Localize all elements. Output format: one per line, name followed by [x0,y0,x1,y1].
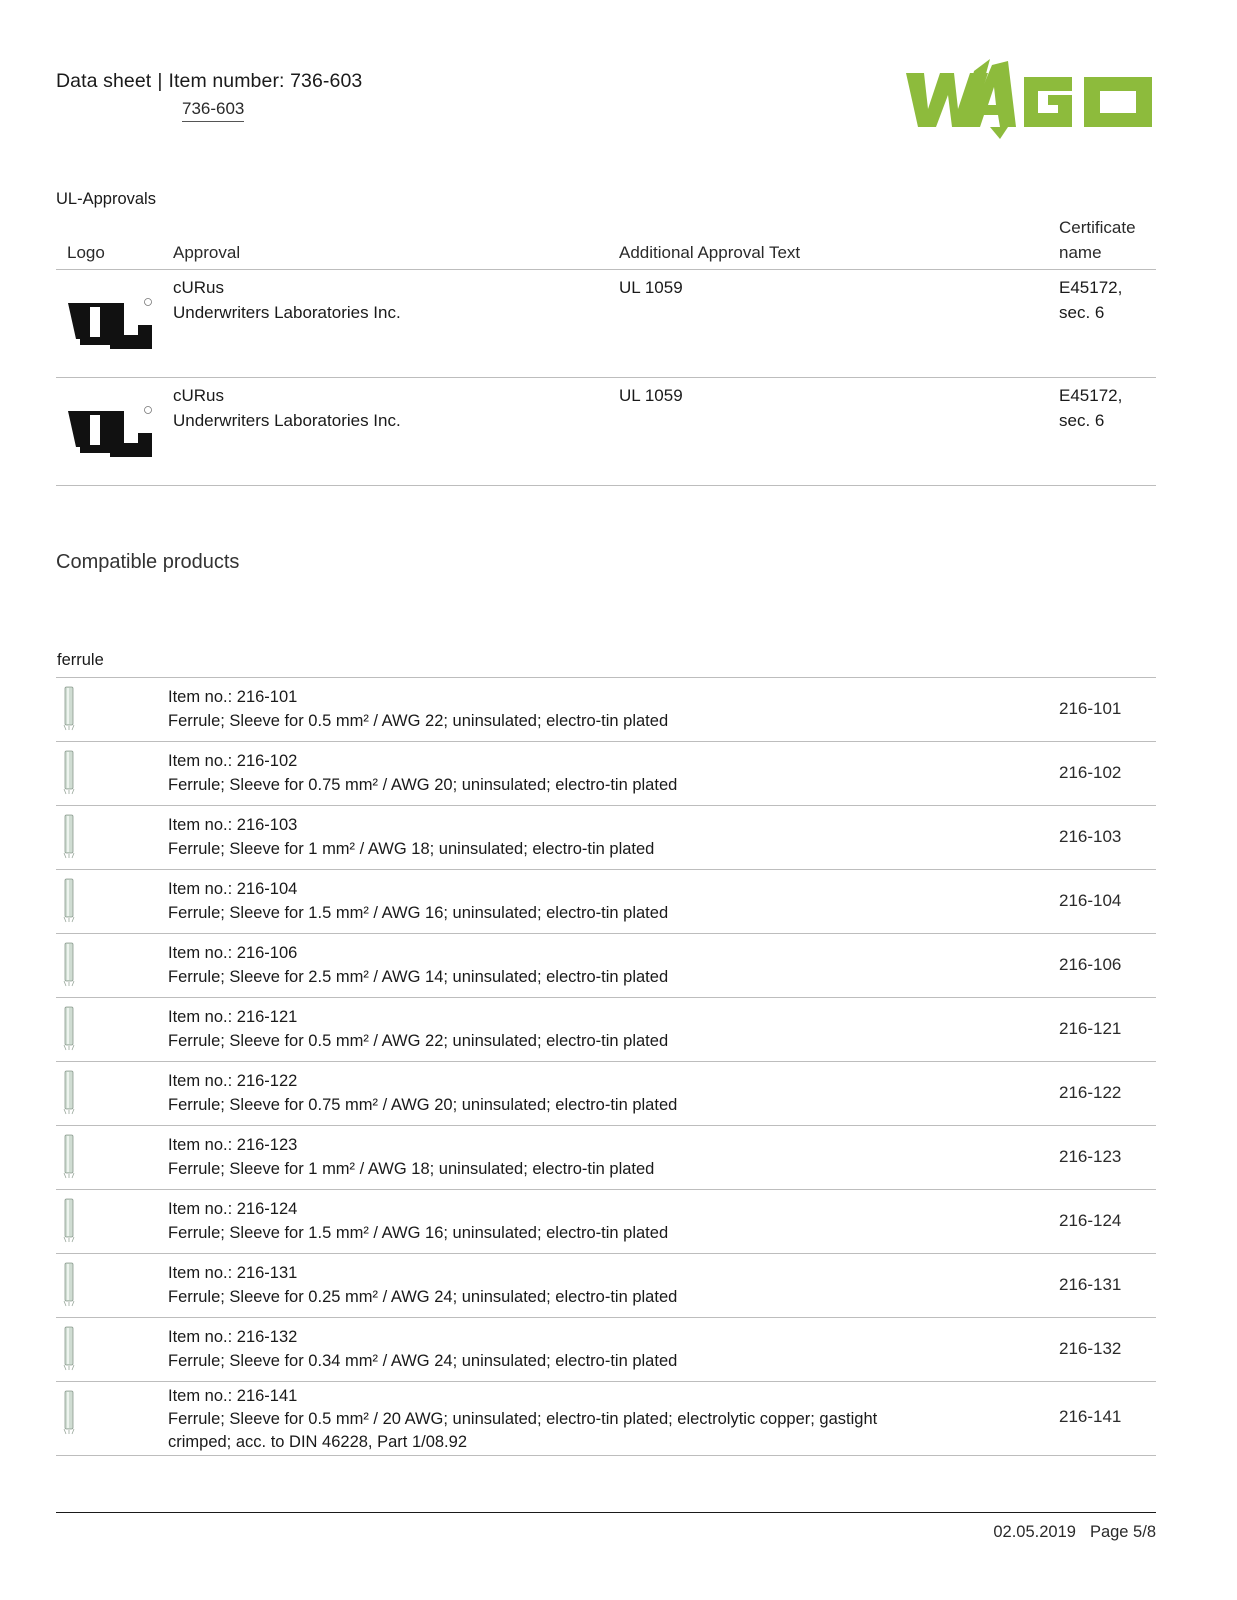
list-item[interactable] [56,678,1156,742]
list-item[interactable] [56,1062,1156,1126]
certificate-line-1: E45172, [1059,278,1123,297]
table-header [56,216,1156,270]
item-description: Ferrule; Sleeve for 0.5 mm² / AWG 22; uninsulated; electro-tin plated [168,711,669,730]
column-header-certificate-name: name [1059,243,1102,262]
list-item[interactable] [56,1318,1156,1382]
item-details [168,942,938,989]
ferrule-icon [60,1261,78,1307]
ferrule-icon [60,813,78,859]
item-details [168,1134,938,1181]
approval-org: Underwriters Laboratories Inc. [173,411,401,430]
item-description: Ferrule; Sleeve for 1.5 mm² / AWG 16; uninsulated; electro-tin plated [168,1223,669,1242]
page-footer [993,1523,1156,1542]
item-number-link[interactable]: 736-603 [182,99,244,122]
item-no-label: Item no.: 216-103 [168,816,298,834]
certificate-cell [1059,383,1122,433]
item-number[interactable]: 216-132 [1059,1339,1122,1358]
column-header-logo: Logo [67,243,105,262]
item-description: Ferrule; Sleeve for 0.75 mm² / AWG 20; uninsulated; electro-tin plated [168,775,678,794]
item-description: Ferrule; Sleeve for 0.5 mm² / 20 AWG; uninsulated; electro-tin plated; electrolytic copper; gastight crimped; acc. to DIN 46228, Part 1/08.92 [168,1410,878,1451]
list-item[interactable] [56,870,1156,934]
item-details [168,1198,938,1245]
item-number[interactable]: 216-101 [1059,699,1122,718]
item-description: Ferrule; Sleeve for 0.25 mm² / AWG 24; uninsulated; electro-tin plated [168,1287,678,1306]
footer-divider [56,1512,1156,1513]
item-description: Ferrule; Sleeve for 0.75 mm² / AWG 20; uninsulated; electro-tin plated [168,1095,678,1114]
item-description: Ferrule; Sleeve for 1 mm² / AWG 18; uninsulated; electro-tin plated [168,839,655,858]
table-row [56,270,1156,378]
item-no-label: Item no.: 216-123 [168,1136,298,1154]
list-item[interactable] [56,934,1156,998]
item-number[interactable]: 216-104 [1059,891,1122,910]
ferrule-icon [60,1069,78,1115]
item-number[interactable]: 216-102 [1059,763,1122,782]
item-number[interactable]: 216-106 [1059,955,1122,974]
list-item[interactable] [56,998,1156,1062]
list-item[interactable] [56,1190,1156,1254]
list-item[interactable] [56,1126,1156,1190]
item-number[interactable]: 216-131 [1059,1275,1122,1294]
ul-approvals-table [56,216,1156,486]
page-number: Page 5/8 [1089,1523,1156,1541]
item-number[interactable]: 216-103 [1059,827,1122,846]
title-separator: | [157,70,163,92]
item-number[interactable]: 216-124 [1059,1211,1122,1230]
item-description: Ferrule; Sleeve for 1.5 mm² / AWG 16; uninsulated; electro-tin plated [168,903,669,922]
wago-logo [904,57,1156,141]
item-details [168,1262,938,1309]
item-number[interactable]: 216-122 [1059,1083,1122,1102]
additional-approval-text: UL 1059 [619,386,683,405]
ferrule-icon [60,1005,78,1051]
item-details [168,1070,938,1117]
approval-name: cURus [173,386,225,405]
list-item[interactable] [56,742,1156,806]
table-row [56,378,1156,486]
approval-cell [173,275,401,325]
list-item[interactable] [56,1254,1156,1318]
item-details [168,814,938,861]
list-item[interactable] [56,1382,1156,1456]
approval-org: Underwriters Laboratories Inc. [173,303,401,322]
certificate-line-1: E45172, [1059,386,1123,405]
certificate-line-2: sec. 6 [1059,303,1105,322]
ferrule-icon [60,1133,78,1179]
column-header-approval: Approval [173,243,241,262]
item-details [168,1006,938,1053]
item-number[interactable]: 216-123 [1059,1147,1122,1166]
ferrule-icon [60,941,78,987]
item-details [168,1385,938,1454]
item-number[interactable]: 216-141 [1059,1407,1122,1426]
item-no-label: Item no.: 216-141 [168,1387,298,1405]
item-details [168,750,938,797]
item-description: Ferrule; Sleeve for 1 mm² / AWG 18; uninsulated; electro-tin plated [168,1159,655,1178]
ferrule-group-label: ferrule [57,651,104,669]
ferrule-icon [60,1197,78,1243]
list-item[interactable] [56,806,1156,870]
item-no-label: Item no.: 216-102 [168,752,298,770]
item-no-label: Item no.: 216-122 [168,1072,298,1090]
item-details [168,1326,938,1373]
ul-listed-icon [66,405,154,461]
item-description: Ferrule; Sleeve for 0.34 mm² / AWG 24; uninsulated; electro-tin plated [168,1351,678,1370]
ferrule-icon [60,749,78,795]
column-header-certificate: Certificate [1059,218,1136,237]
column-header-additional: Additional Approval Text [619,243,801,262]
ferrule-icon [60,1389,78,1435]
doc-label: Data sheet [56,70,152,92]
item-description: Ferrule; Sleeve for 0.5 mm² / AWG 22; uninsulated; electro-tin plated [168,1031,669,1050]
compatible-products-list [56,677,1156,1456]
item-no-label: Item no.: 216-131 [168,1264,298,1282]
ul-approvals-heading: UL-Approvals [56,190,156,208]
item-no-label: Item no.: 216-106 [168,944,298,962]
item-no-label: Item no.: 216-121 [168,1008,298,1026]
item-details [168,878,938,925]
ferrule-icon [60,1325,78,1371]
additional-approval-text: UL 1059 [619,278,683,297]
item-number[interactable]: 216-121 [1059,1019,1122,1038]
document-header [56,70,362,122]
ul-listed-icon [66,297,154,353]
item-no-label: Item no.: 216-132 [168,1328,298,1346]
approval-cell [173,383,401,433]
item-number-label: Item number: 736-603 [168,70,363,92]
certificate-cell [1059,275,1122,325]
item-details [168,686,938,733]
document-title [56,70,362,93]
item-no-label: Item no.: 216-104 [168,880,298,898]
certificate-line-2: sec. 6 [1059,411,1105,430]
approval-name: cURus [173,278,225,297]
footer-date: 02.05.2019 [993,1523,1076,1541]
compatible-products-heading: Compatible products [56,551,240,573]
item-description: Ferrule; Sleeve for 2.5 mm² / AWG 14; uninsulated; electro-tin plated [168,967,669,986]
ferrule-icon [60,877,78,923]
ferrule-icon [60,685,78,731]
item-no-label: Item no.: 216-101 [168,688,298,706]
item-no-label: Item no.: 216-124 [168,1200,298,1218]
